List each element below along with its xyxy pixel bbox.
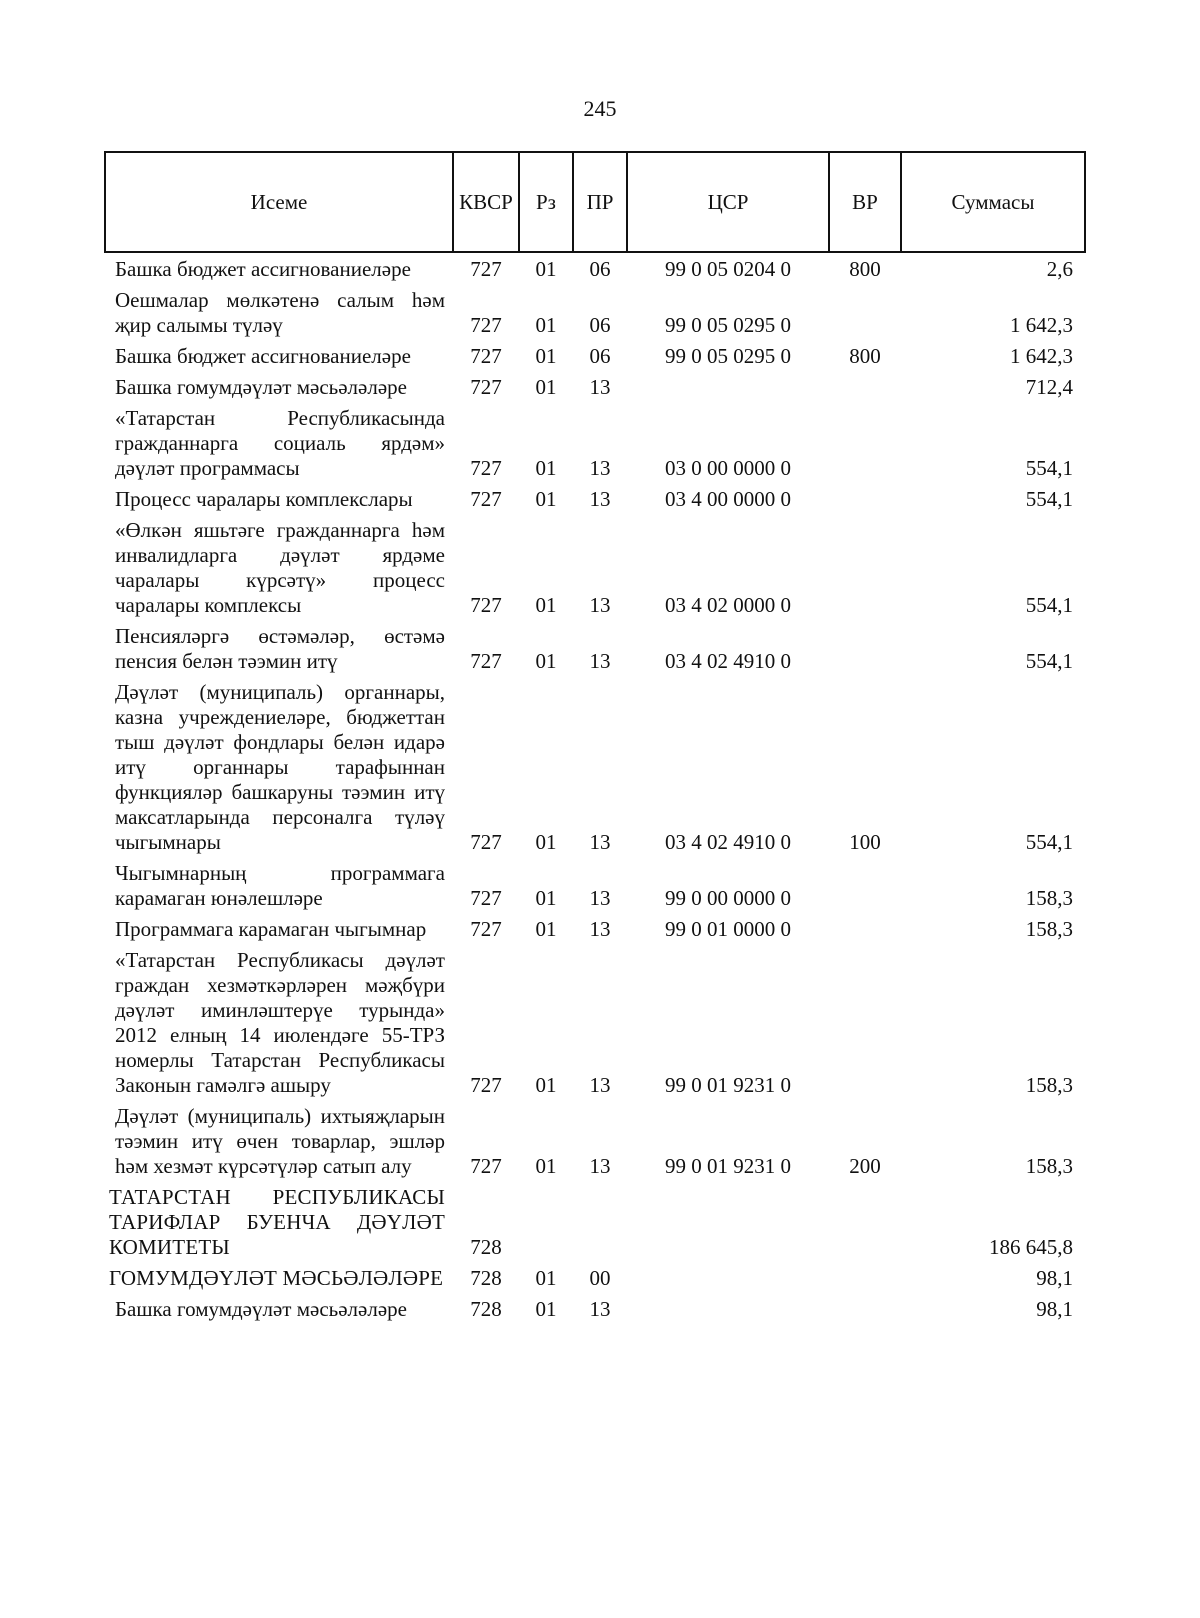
cell-sum: 554,1 — [1025, 649, 1073, 673]
cell-vr — [829, 945, 901, 1101]
cell-kvsr: 727 — [470, 487, 502, 511]
cell-kvsr: 727 — [470, 375, 502, 399]
cell-sum: 2,6 — [1046, 257, 1073, 281]
cell-vr — [829, 1294, 901, 1325]
table-header — [105, 152, 1085, 252]
cell-csr — [627, 372, 829, 403]
cell-name: Дәүләт (муниципаль) ихтыяҗларын тәэмин итү өчен товарлар, эшләр һәм хезмәт күрсәтүләр сатып алу — [115, 1104, 445, 1178]
page-number: 245 — [583, 96, 617, 121]
cell-sum: 158,3 — [1025, 1073, 1073, 1097]
table-row — [105, 914, 1085, 945]
cell-name: Башка бюджет ассигнованиеләре — [115, 344, 411, 368]
cell-sum: 98,1 — [1036, 1297, 1073, 1321]
table-row — [105, 285, 1085, 341]
cell-vr — [829, 858, 901, 914]
cell-kvsr: 727 — [470, 257, 502, 281]
cell-vr — [829, 1182, 901, 1263]
cell-pr: 06 — [589, 313, 611, 337]
table-row — [105, 1101, 1085, 1182]
cell-rz: 01 — [535, 1154, 557, 1178]
cell-sum: 158,3 — [1025, 1154, 1073, 1178]
cell-pr: 13 — [589, 456, 611, 480]
cell-pr: 00 — [589, 1266, 611, 1290]
cell-rz: 01 — [535, 313, 557, 337]
cell-vr: 100 — [849, 830, 881, 854]
header-name: Исеме — [105, 152, 453, 252]
cell-sum: 712,4 — [1025, 375, 1073, 399]
cell-vr: 200 — [849, 1154, 881, 1178]
cell-kvsr: 727 — [470, 917, 502, 941]
cell-csr — [627, 1263, 829, 1294]
cell-sum: 1 642,3 — [1010, 344, 1073, 368]
cell-csr — [627, 1182, 829, 1263]
cell-pr: 13 — [589, 593, 611, 617]
cell-sum: 554,1 — [1025, 487, 1073, 511]
cell-name: ГОМУМДӘҮЛӘТ МӘСЬӘЛӘЛӘРЕ — [109, 1266, 444, 1290]
cell-csr: 99 0 01 0000 0 — [665, 917, 791, 941]
table-row — [105, 484, 1085, 515]
table-row — [105, 515, 1085, 621]
cell-kvsr: 727 — [470, 649, 502, 673]
cell-sum: 554,1 — [1025, 456, 1073, 480]
table-row — [105, 403, 1085, 484]
cell-sum: 158,3 — [1025, 917, 1073, 941]
cell-name: Пенсияләргә өстәмәләр, өстәмә пенсия белән тәэмин итү — [115, 624, 445, 673]
cell-rz: 01 — [535, 1266, 557, 1290]
cell-csr: 99 0 01 9231 0 — [665, 1154, 791, 1178]
cell-pr: 13 — [589, 917, 611, 941]
table-row — [105, 945, 1085, 1101]
cell-kvsr: 727 — [470, 593, 502, 617]
cell-vr — [829, 914, 901, 945]
table-row — [105, 1182, 1085, 1263]
cell-kvsr: 727 — [470, 1073, 502, 1097]
header-vr: ВР — [829, 152, 901, 252]
cell-name: «Татарстан Республикасында гражданнарга социаль ярдәм» дәүләт программасы — [115, 406, 445, 480]
cell-rz: 01 — [535, 886, 557, 910]
cell-kvsr: 728 — [470, 1235, 502, 1259]
cell-rz: 01 — [535, 375, 557, 399]
cell-csr: 99 0 01 9231 0 — [665, 1073, 791, 1097]
budget-table — [104, 151, 1086, 1325]
cell-kvsr: 727 — [470, 344, 502, 368]
cell-pr: 06 — [589, 344, 611, 368]
cell-kvsr: 728 — [470, 1297, 502, 1321]
cell-name: Оешмалар мөлкәтенә салым һәм җир салымы түләү — [115, 288, 445, 337]
cell-name: Чыгымнарның программага карамаган юнәлешләре — [115, 861, 445, 910]
cell-rz: 01 — [535, 1073, 557, 1097]
cell-pr: 13 — [589, 375, 611, 399]
cell-pr: 13 — [589, 830, 611, 854]
cell-csr: 03 4 02 4910 0 — [665, 649, 791, 673]
cell-rz: 01 — [535, 593, 557, 617]
header-rz: Рз — [519, 152, 573, 252]
cell-kvsr: 727 — [470, 1154, 502, 1178]
cell-sum: 158,3 — [1025, 886, 1073, 910]
cell-kvsr: 727 — [470, 830, 502, 854]
cell-rz: 01 — [535, 257, 557, 281]
cell-vr — [829, 1263, 901, 1294]
cell-rz: 01 — [535, 649, 557, 673]
cell-vr — [829, 621, 901, 677]
cell-vr — [829, 285, 901, 341]
cell-name: «Татарстан Республикасы дәүләт граждан хезмәткәрләрен мәҗбүри дәүләт иминләштерүе турында» 2012 елның 14 июлендәге 55-ТРЗ номерлы Татарстан Республикасы Законын гамәлгә ашыру — [115, 948, 445, 1097]
cell-pr: 13 — [589, 886, 611, 910]
header-kvsr: КВСР — [453, 152, 519, 252]
cell-csr: 03 4 00 0000 0 — [665, 487, 791, 511]
table-body — [105, 252, 1085, 1325]
cell-name: ТАТАРСТАН РЕСПУБЛИКАСЫ ТАРИФЛАР БУЕНЧА ДӘҮЛӘТ КОМИТЕТЫ — [109, 1185, 445, 1259]
cell-rz — [519, 1182, 573, 1263]
cell-pr: 06 — [589, 257, 611, 281]
table-row — [105, 1294, 1085, 1325]
cell-csr: 03 4 02 0000 0 — [665, 593, 791, 617]
cell-sum: 98,1 — [1036, 1266, 1073, 1290]
cell-sum: 1 642,3 — [1010, 313, 1073, 337]
cell-name: Процесс чаралары комплекслары — [115, 487, 413, 511]
cell-rz: 01 — [535, 487, 557, 511]
cell-name: Дәүләт (муниципаль) органнары, казна учреждениеләре, бюджеттан тыш дәүләт фондлары белән идарә итү органнары тарафыннан функцияләр башкаруны тәэмин итү максатларында персоналга түләү чыгымнары — [115, 680, 445, 854]
cell-rz: 01 — [535, 830, 557, 854]
table-row — [105, 621, 1085, 677]
cell-pr: 13 — [589, 1297, 611, 1321]
table-row — [105, 677, 1085, 858]
cell-vr — [829, 484, 901, 515]
cell-pr: 13 — [589, 1073, 611, 1097]
cell-vr — [829, 372, 901, 403]
cell-name: Программага карамаган чыгымнар — [115, 917, 427, 941]
cell-pr: 13 — [589, 1154, 611, 1178]
cell-name: Башка гомумдәүләт мәсьәләләре — [115, 375, 407, 399]
cell-vr: 800 — [849, 344, 881, 368]
cell-name: Башка бюджет ассигнованиеләре — [115, 257, 411, 281]
cell-rz: 01 — [535, 344, 557, 368]
cell-kvsr: 727 — [470, 313, 502, 337]
cell-csr — [627, 1294, 829, 1325]
header-sum: Суммасы — [901, 152, 1085, 252]
cell-vr — [829, 515, 901, 621]
header-csr: ЦСР — [627, 152, 829, 252]
table-row — [105, 252, 1085, 285]
cell-name: Башка гомумдәүләт мәсьәләләре — [115, 1297, 407, 1321]
cell-sum: 186 645,8 — [989, 1235, 1073, 1259]
cell-pr — [573, 1182, 627, 1263]
table-row — [105, 341, 1085, 372]
cell-csr: 99 0 05 0204 0 — [665, 257, 791, 281]
cell-vr: 800 — [849, 257, 881, 281]
cell-sum: 554,1 — [1025, 830, 1073, 854]
cell-csr: 99 0 00 0000 0 — [665, 886, 791, 910]
cell-csr: 99 0 05 0295 0 — [665, 344, 791, 368]
header-pr: ПР — [573, 152, 627, 252]
cell-csr: 99 0 05 0295 0 — [665, 313, 791, 337]
cell-kvsr: 728 — [470, 1266, 502, 1290]
cell-rz: 01 — [535, 456, 557, 480]
table-row — [105, 1263, 1085, 1294]
cell-csr: 03 0 00 0000 0 — [665, 456, 791, 480]
cell-vr — [829, 403, 901, 484]
cell-kvsr: 727 — [470, 456, 502, 480]
cell-rz: 01 — [535, 917, 557, 941]
cell-kvsr: 727 — [470, 886, 502, 910]
cell-sum: 554,1 — [1025, 593, 1073, 617]
table-row — [105, 858, 1085, 914]
table-row — [105, 372, 1085, 403]
cell-pr: 13 — [589, 649, 611, 673]
cell-pr: 13 — [589, 487, 611, 511]
cell-name: «Өлкән яшьтәге гражданнарга һәм инвалидларга дәүләт ярдәме чаралары күрсәтү» процесс чаралары комплексы — [115, 518, 445, 617]
cell-rz: 01 — [535, 1297, 557, 1321]
cell-csr: 03 4 02 4910 0 — [665, 830, 791, 854]
